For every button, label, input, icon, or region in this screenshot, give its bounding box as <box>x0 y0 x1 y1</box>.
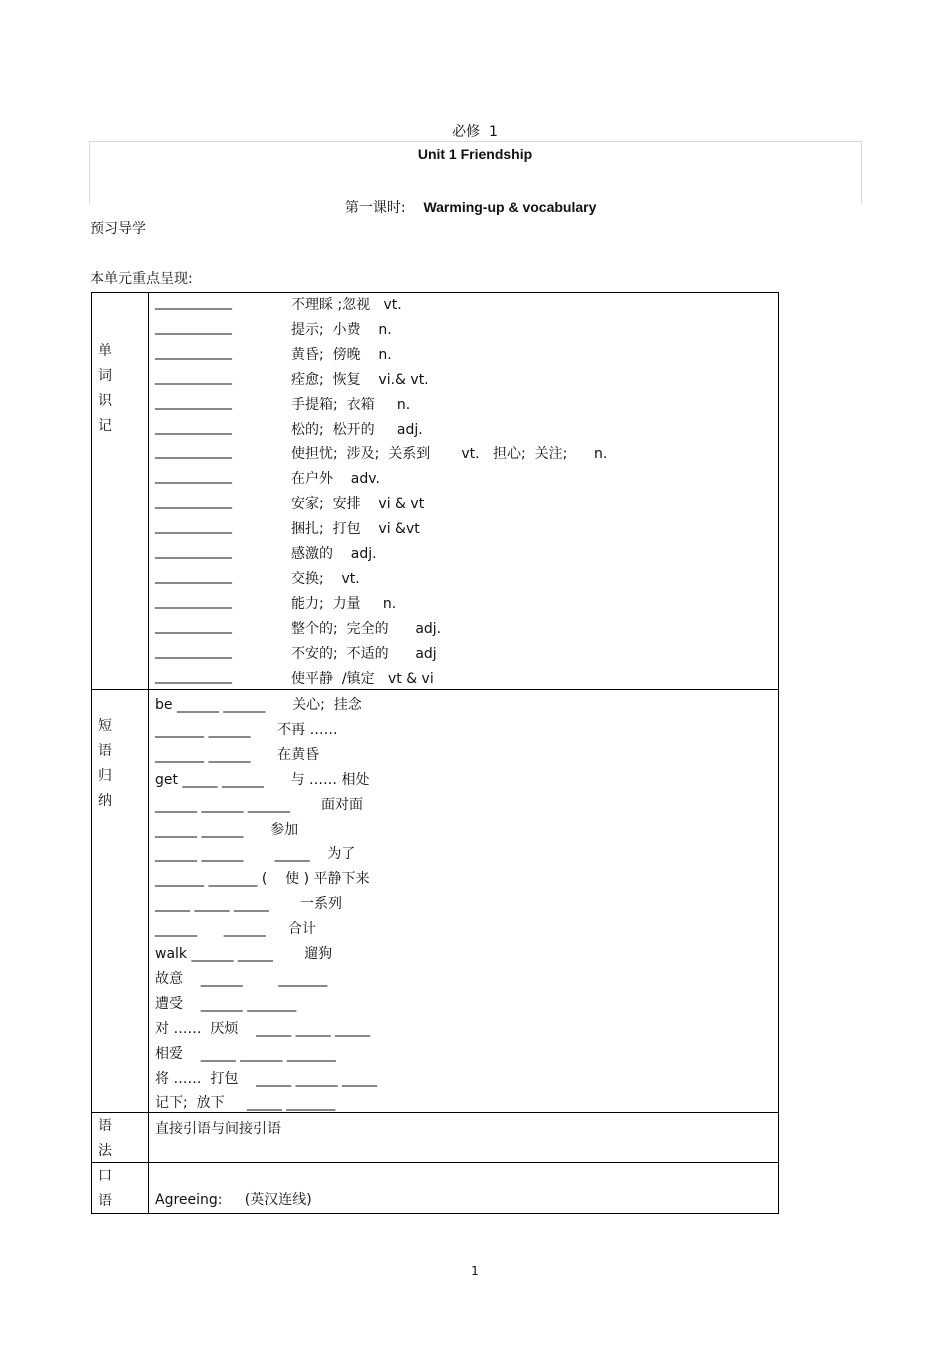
lesson-heading <box>336 181 596 217</box>
vocab-meaning: 感激的 adj. <box>291 546 377 562</box>
vocab-meaning: 整个的; 完全的 adj. <box>291 621 442 637</box>
vocab-blank[interactable]: ___________ <box>155 543 232 559</box>
table-row-divider <box>91 1112 779 1113</box>
phrase-item[interactable]: get _____ ______ 与 …… 相处 <box>155 772 370 788</box>
intro-text: 本单元重点呈现: <box>90 271 193 287</box>
phrase-item[interactable]: be ______ ______ 关心; 挂念 <box>155 697 362 713</box>
page-number: 1 <box>471 1264 479 1278</box>
grammar-category-label: 语 法 <box>98 1118 112 1159</box>
phrase-item[interactable]: _______ _______ ( 使 ) 平静下来 <box>155 871 370 887</box>
phrase-item[interactable]: ______ ______ _____ 为了 <box>155 846 356 862</box>
vocab-meaning: 在户外 adv. <box>291 471 380 487</box>
vocab-meaning: 不安的; 不适的 adj <box>291 646 437 662</box>
vocab-blank[interactable]: ___________ <box>155 419 232 435</box>
oral-text: Agreeing: (英汉连线) <box>155 1192 312 1208</box>
table-border-right <box>778 292 779 1214</box>
vocab-category-label: 单 词 识 记 <box>98 343 112 434</box>
vocab-blank[interactable]: ___________ <box>155 618 232 634</box>
vocab-meaning: 能力; 力量 n. <box>291 596 397 612</box>
phrase-item[interactable]: _____ _____ _____ 一系列 <box>155 896 343 912</box>
phrase-item[interactable]: _______ ______ 不再 …… <box>155 722 338 738</box>
phrase-item[interactable]: _______ ______ 在黄昏 <box>155 747 320 763</box>
vocab-meaning: 手提箱; 衣箱 n. <box>291 397 411 413</box>
phrase-item[interactable]: 对 …… 厌烦 _____ _____ _____ <box>155 1021 371 1037</box>
section-title: 预习导学 <box>90 221 146 237</box>
vocab-meaning: 使担忧; 涉及; 关系到 vt. 担心; 关注; n. <box>291 446 608 462</box>
phrase-item[interactable]: 遭受 ______ _______ <box>155 996 297 1012</box>
phrase-item[interactable]: 将 …… 打包 _____ ______ _____ <box>155 1071 378 1087</box>
vocab-meaning: 不理睬 ;忽视 vt. <box>291 297 402 313</box>
vocab-blank[interactable]: ___________ <box>155 468 232 484</box>
vocab-meaning: 安家; 安排 vi & vt <box>291 496 425 512</box>
vocab-blank[interactable]: ___________ <box>155 568 232 584</box>
table-column-divider <box>148 292 149 1214</box>
vocab-meaning: 提示; 小费 n. <box>291 322 392 338</box>
table-border-top <box>91 292 779 293</box>
vocab-blank[interactable]: ___________ <box>155 518 232 534</box>
phrase-item[interactable]: 记下; 放下 _____ _______ <box>155 1095 336 1111</box>
vocab-blank[interactable]: ___________ <box>155 319 232 335</box>
vocab-blank[interactable]: ___________ <box>155 493 232 509</box>
book-title: 必修 1 <box>452 124 498 140</box>
vocab-blank[interactable]: ___________ <box>155 369 232 385</box>
vocab-meaning: 使平静 /镇定 vt & vi <box>291 671 434 687</box>
table-row-divider <box>91 689 779 690</box>
lesson-title: Warming-up & vocabulary <box>423 199 597 215</box>
table-border-bottom <box>91 1213 779 1214</box>
vocab-blank[interactable]: ___________ <box>155 294 232 310</box>
vocab-blank[interactable]: ___________ <box>155 643 232 659</box>
phrase-item[interactable]: 故意 ______ _______ <box>155 971 328 987</box>
phrase-item[interactable]: ______ ______ ______ 面对面 <box>155 797 364 813</box>
vocab-meaning: 痊愈; 恢复 vi.& vt. <box>291 372 429 388</box>
phrase-item[interactable]: ______ ______ 参加 <box>155 822 299 838</box>
vocab-blank[interactable]: ___________ <box>155 344 232 360</box>
table-row-divider <box>91 1162 779 1163</box>
phrase-category-label: 短 语 归 纳 <box>98 718 112 809</box>
vocab-blank[interactable]: ___________ <box>155 668 232 684</box>
vocab-meaning: 黄昏; 傍晚 n. <box>291 347 392 363</box>
phrase-item[interactable]: ______ ______ 合计 <box>155 921 316 937</box>
phrase-item[interactable]: 相爱 _____ ______ _______ <box>155 1046 336 1062</box>
vocab-meaning: 捆扎; 打包 vi &vt <box>291 521 420 537</box>
lesson-label: 第一课时: <box>344 200 406 216</box>
phrase-item[interactable]: walk ______ _____ 遛狗 <box>155 946 333 962</box>
vocab-blank[interactable]: ___________ <box>155 443 232 459</box>
oral-category-label: 口 语 <box>98 1168 112 1209</box>
vocab-blank[interactable]: ___________ <box>155 593 232 609</box>
vocab-meaning: 松的; 松开的 adj. <box>291 422 423 438</box>
vocab-meaning: 交换; vt. <box>291 571 360 587</box>
table-border-left <box>91 292 92 1214</box>
unit-title: Unit 1 Friendship <box>417 146 533 162</box>
vocab-blank[interactable]: ___________ <box>155 394 232 410</box>
grammar-text: 直接引语与间接引语 <box>155 1121 281 1137</box>
